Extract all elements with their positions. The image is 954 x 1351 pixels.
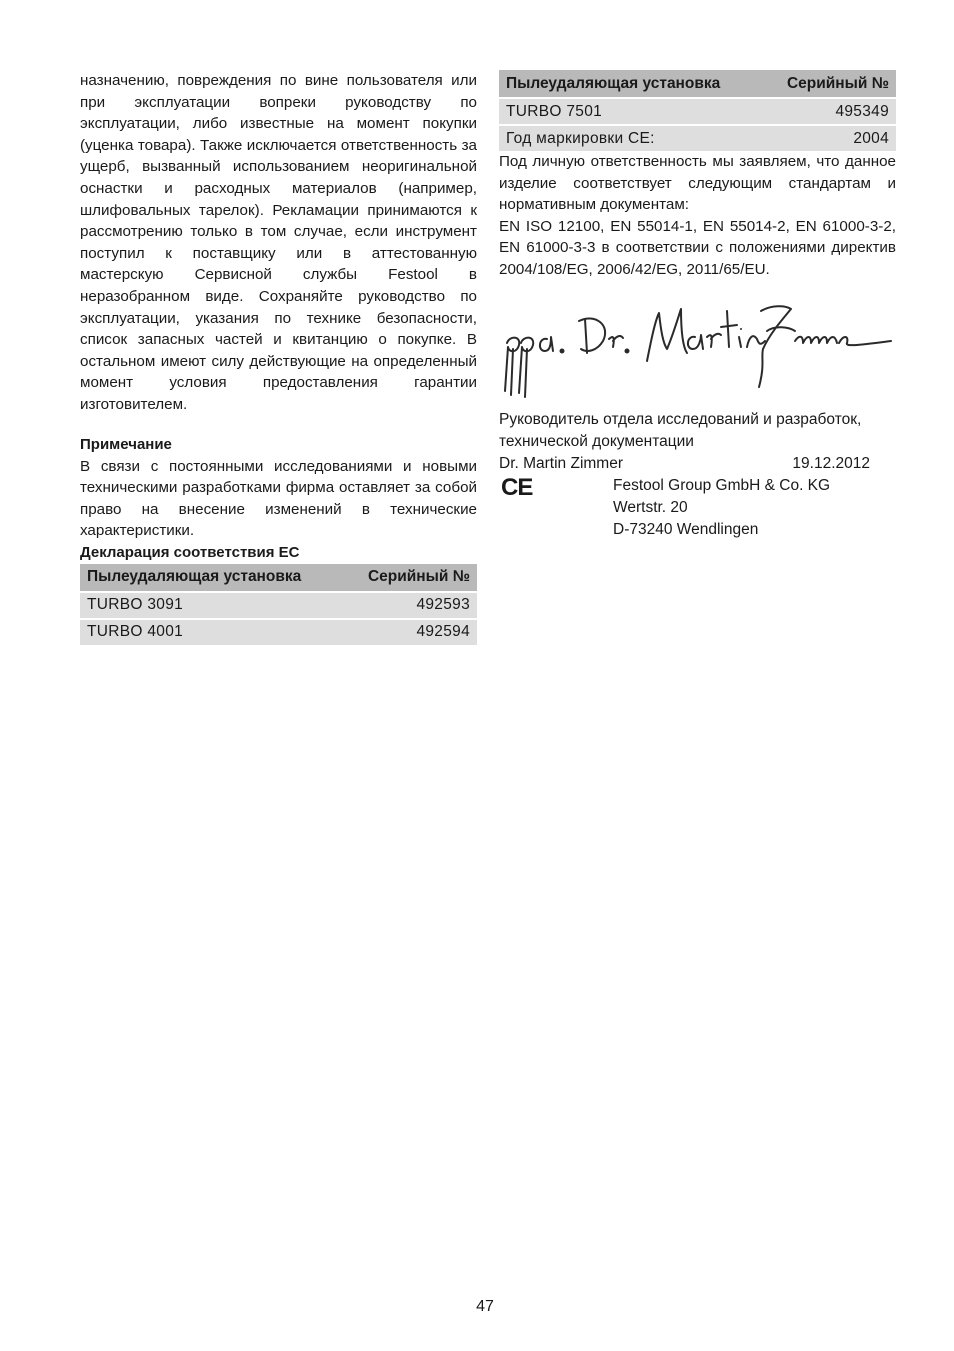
signature-date: 19.12.2012 [792,454,870,472]
cell-product: TURBO 3091 [80,592,343,619]
table-row [499,98,896,125]
signer-title: Руководитель отдела исследований и разработок, технической документации [499,410,862,450]
declaration-paragraph: Под личную ответственность мы заявляем, что данное изделие соответствует следующим стандартам и нормативным документам: [499,153,896,214]
cell-ce-year: 2004 [762,125,896,151]
cell-ce-year-label: Год маркировки CE: [499,125,762,151]
right-column [499,70,896,541]
company-name: Festool Group GmbH & Co. KG [613,476,831,494]
signature-text: ppa. Dr. Martin Zimmer [499,290,510,292]
table-row [80,619,477,645]
table-row [80,592,477,619]
standards-paragraph: EN ISO 12100, EN 55014-1, EN 55014-2, EN 61000-3-2, EN 61000-3-3 в соответствии с положениями директив 2004/108/EG, 2006/42/EG, 2011/65/EU. [499,217,896,278]
company-block [499,475,896,541]
header-product: Пылеудаляющая установка [499,70,762,98]
note-heading: Примечание [80,435,172,453]
warranty-paragraph: назначению, повреждения по вине пользователя или при эксплуатации вопреки руководству по эксплуатации, либо известные на момент покупки (уценка товара). Также исключается ответственность за ущерб, вызванный использованием неоригинальной оснастки и расходных материалов (например, шлифовальных тарелок). Рекламации принимаются к рассмотрению только в том случае, если инструмент поступил к поставщику или в аттестованную мастерскую Сервисной службы Festool в неразобранном виде. Сохраняйте руководство по эксплуатации, указания по технике безопасности, список запасных частей и квитанцию о покупке. В остальном имеют силу действующие на определенный момент условия предоставления гарантии изготовителем. [80,72,477,413]
serial-table-right [499,70,896,151]
left-column [80,70,477,645]
cell-serial: 492593 [343,592,477,619]
table-header-row [80,564,477,592]
table-row [499,125,896,151]
header-serial: Серийный № [762,70,896,98]
signer-name: Dr. Martin Zimmer [499,454,623,472]
ce-mark-icon: CE [501,473,533,501]
header-product: Пылеудаляющая установка [80,564,343,592]
signature-image [499,291,896,401]
cell-serial: 492594 [343,619,477,645]
serial-table-left [80,564,477,645]
declaration-heading: Декларация соответствия ЕС [80,543,300,561]
company-address [613,475,830,541]
cell-product: TURBO 4001 [80,619,343,645]
cell-serial: 495349 [762,98,896,125]
cell-product: TURBO 7501 [499,98,762,125]
note-paragraph: В связи с постоянными исследованиями и новыми техническими разработками фирма оставляет за собой право на внесение изменений в технические характеристики. [80,457,477,540]
signer-row [499,453,896,475]
header-serial: Серийный № [343,564,477,592]
company-street: Wertstr. 20 [613,498,688,516]
table-header-row [499,70,896,98]
company-city: D-73240 Wendlingen [613,520,759,538]
page-number: 47 [476,1298,494,1315]
